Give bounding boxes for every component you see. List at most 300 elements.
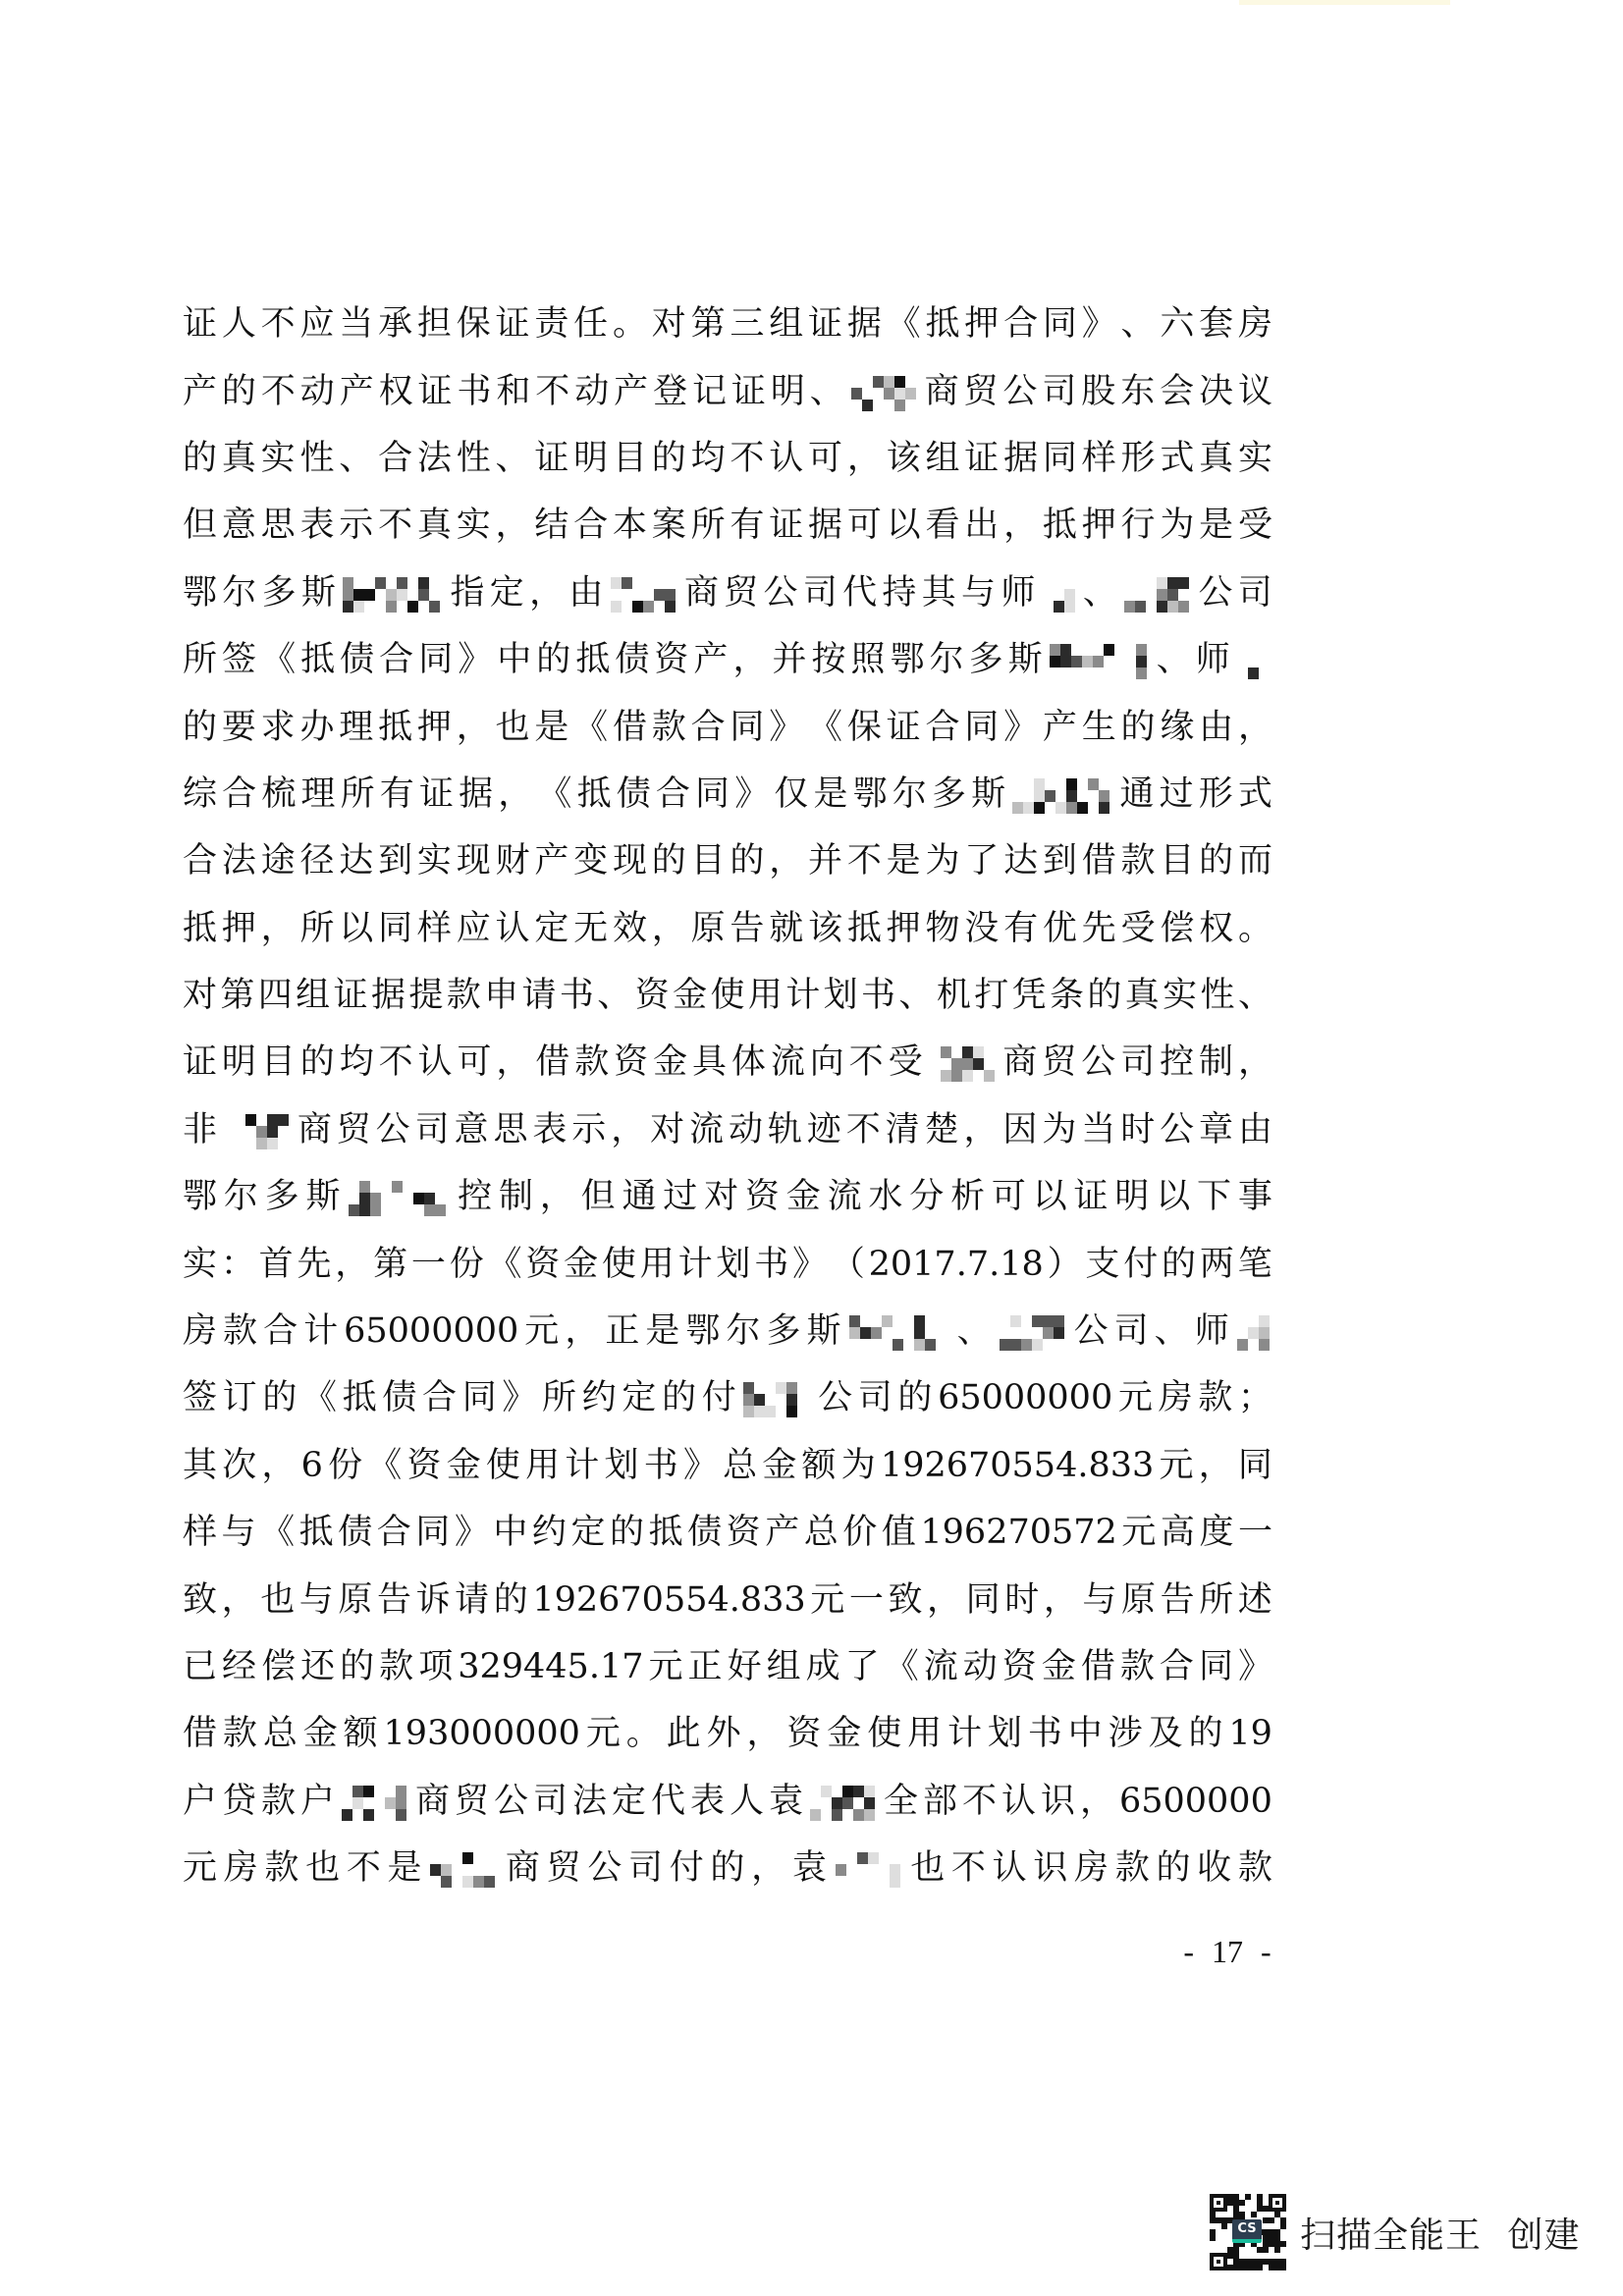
- text-glyph: 到: [378, 841, 413, 881]
- text-line: [183, 1432, 1272, 1499]
- text-glyph: 不: [260, 371, 296, 411]
- text-glyph: 商: [505, 1848, 540, 1889]
- text-glyph: 表: [299, 506, 335, 546]
- text-glyph: 为: [1160, 506, 1195, 546]
- text-glyph: ，: [1079, 1781, 1114, 1821]
- text-glyph: 物: [925, 908, 960, 948]
- text-glyph: 受: [1120, 908, 1156, 948]
- text-glyph: 证: [183, 1042, 218, 1083]
- text-glyph: ，: [651, 908, 686, 948]
- text-glyph: 由: [1199, 707, 1234, 747]
- text-glyph: 债: [615, 640, 650, 680]
- text-glyph: 定: [489, 572, 524, 613]
- text-glyph: 套: [1199, 304, 1234, 345]
- text-glyph: 过: [1159, 774, 1194, 814]
- text-glyph: 公: [1081, 1042, 1116, 1083]
- text-glyph: 变: [573, 841, 609, 881]
- text-glyph: 好: [727, 1647, 762, 1686]
- text-glyph: 款: [1198, 1378, 1233, 1418]
- text-glyph: 同: [415, 1513, 451, 1553]
- text-glyph: 证: [730, 371, 766, 411]
- text-glyph: 借: [1080, 1647, 1115, 1686]
- text-glyph: 组: [925, 438, 960, 478]
- text-glyph: 《: [261, 640, 297, 680]
- text-glyph: ，: [495, 506, 530, 546]
- text-glyph: 计: [947, 1714, 983, 1754]
- text-glyph: 认: [769, 438, 804, 478]
- text-glyph: 看: [925, 506, 960, 546]
- text-glyph: 袁: [768, 1781, 803, 1821]
- text-glyph: 资: [634, 976, 670, 1016]
- text-glyph: 约: [581, 1378, 617, 1418]
- text-glyph: 斯: [1007, 640, 1043, 680]
- text-glyph: 分: [909, 1177, 945, 1217]
- text-glyph: 》: [682, 1445, 718, 1485]
- text-glyph: 的: [610, 1513, 645, 1553]
- text-glyph: 尔: [223, 1177, 258, 1217]
- text-glyph: 》: [1003, 707, 1039, 747]
- text-glyph: 尔: [929, 640, 964, 680]
- text-glyph: 法: [221, 841, 256, 881]
- text-glyph: 、: [1156, 640, 1191, 680]
- text-glyph: 到: [1042, 841, 1077, 881]
- text-line: [183, 425, 1272, 492]
- text-glyph: 《: [487, 1244, 522, 1284]
- text-glyph: 所: [690, 506, 726, 546]
- text-glyph: 、: [1120, 304, 1156, 345]
- text-glyph: 计: [785, 976, 821, 1016]
- text-glyph: 的: [1120, 707, 1156, 747]
- text-glyph: 提: [408, 976, 444, 1016]
- text-glyph: 真: [221, 438, 256, 478]
- text-glyph: ，: [611, 1109, 646, 1149]
- text-glyph: 现: [456, 841, 491, 881]
- text-glyph: 产: [339, 371, 374, 411]
- text-glyph: ，: [769, 841, 804, 881]
- text-glyph: 《: [367, 1445, 403, 1485]
- text-glyph: 认: [495, 908, 530, 948]
- redacted-name: [430, 1848, 497, 1888]
- text-glyph: 债: [382, 1378, 417, 1418]
- text-glyph: 明: [1114, 1177, 1150, 1217]
- text-glyph: 元: [648, 1647, 683, 1686]
- redacted-name: [849, 1311, 949, 1351]
- text-glyph: 合: [1159, 1647, 1194, 1686]
- text-glyph: 司: [1042, 371, 1077, 411]
- text-glyph: 元: [183, 1848, 218, 1889]
- text-glyph: 斯: [806, 1311, 841, 1352]
- text-glyph: 司: [1120, 1042, 1156, 1083]
- text-glyph: 2017.7.18: [868, 1244, 1044, 1284]
- text-glyph: 样: [183, 1513, 218, 1553]
- text-glyph: 金: [673, 976, 708, 1016]
- text-line: [183, 1835, 1272, 1901]
- text-glyph: 明: [573, 438, 609, 478]
- text-glyph: 资: [786, 1714, 822, 1754]
- text-glyph: 抵: [183, 908, 218, 948]
- text-glyph: 债: [340, 640, 375, 680]
- text-glyph: 公: [375, 1109, 410, 1149]
- text-glyph: 人: [221, 304, 256, 345]
- text-glyph: 梳: [261, 774, 297, 814]
- text-glyph: 商: [1002, 1042, 1038, 1083]
- text-glyph: 合: [655, 774, 690, 814]
- text-glyph: 了: [844, 1647, 880, 1686]
- text-line: [183, 626, 1272, 693]
- text-glyph: 也: [495, 707, 530, 747]
- text-glyph: 《: [302, 1378, 338, 1418]
- text-glyph: 保: [846, 707, 882, 747]
- text-glyph: 会: [1160, 371, 1195, 411]
- text-line: [183, 492, 1272, 559]
- text-glyph: 效: [612, 908, 647, 948]
- text-glyph: 、: [1082, 572, 1117, 613]
- redacted-name: [1050, 640, 1150, 679]
- text-glyph: （: [830, 1244, 865, 1284]
- text-glyph: 为: [1042, 1109, 1077, 1149]
- text-glyph: 产: [693, 640, 729, 680]
- text-glyph: 认: [992, 1848, 1027, 1889]
- text-glyph: 金: [827, 1714, 862, 1754]
- text-line: [183, 1566, 1272, 1632]
- text-glyph: 金: [302, 1714, 338, 1754]
- text-glyph: 案: [651, 506, 686, 546]
- text-glyph: 但: [580, 1177, 616, 1217]
- text-glyph: 》: [502, 1378, 537, 1418]
- text-glyph: 本: [612, 506, 647, 546]
- text-glyph: 斯: [971, 774, 1006, 814]
- text-glyph: ，: [1237, 707, 1272, 747]
- text-glyph: 由: [568, 572, 604, 613]
- text-glyph: 法: [416, 438, 452, 478]
- text-glyph: 元: [1121, 1513, 1157, 1553]
- text-glyph: 196270572: [920, 1513, 1117, 1553]
- redacted-name: [851, 372, 918, 411]
- text-glyph: 《: [886, 304, 921, 345]
- text-glyph: 就: [769, 908, 804, 948]
- text-glyph: 定: [611, 1781, 646, 1821]
- text-glyph: 有: [730, 506, 765, 546]
- text-glyph: 项: [418, 1647, 454, 1686]
- text-glyph: 证: [964, 438, 1000, 478]
- qr-module: [1280, 2265, 1286, 2270]
- text-glyph: 押: [416, 707, 452, 747]
- text-glyph: ，: [1198, 1445, 1233, 1485]
- text-glyph: 划: [604, 1445, 639, 1485]
- text-glyph: 6500000: [1118, 1781, 1272, 1821]
- text-glyph: 款: [264, 1848, 299, 1889]
- text-glyph: 户: [300, 1781, 336, 1821]
- text-glyph: 以: [1156, 1177, 1191, 1217]
- text-glyph: 的: [651, 841, 686, 881]
- text-glyph: 证: [417, 371, 453, 411]
- text-line: [183, 962, 1272, 1029]
- text-glyph: 表: [532, 1109, 568, 1149]
- text-glyph: 形: [1120, 438, 1156, 478]
- text-glyph: 人: [729, 1781, 764, 1821]
- text-glyph: 合: [1003, 304, 1039, 345]
- text-glyph: 元: [1159, 1445, 1194, 1485]
- text-glyph: 组: [769, 304, 804, 345]
- text-glyph: 抵: [1042, 506, 1077, 546]
- text-glyph: 的: [1162, 1244, 1197, 1284]
- text-glyph: 受: [888, 1042, 923, 1083]
- text-glyph: 签: [183, 1378, 218, 1418]
- text-glyph: 多: [931, 774, 966, 814]
- text-glyph: 可: [846, 506, 882, 546]
- text-glyph: 收: [1197, 1848, 1232, 1889]
- text-glyph: 法: [571, 1781, 607, 1821]
- text-glyph: 申: [484, 976, 519, 1016]
- text-glyph: 合: [690, 707, 726, 747]
- scan-stain: [1239, 0, 1450, 5]
- text-glyph: 公: [1198, 572, 1233, 613]
- text-glyph: 涉: [1108, 1714, 1143, 1754]
- text-glyph: ，: [927, 1579, 962, 1620]
- text-glyph: 贸: [1042, 1042, 1077, 1083]
- text-glyph: 向: [809, 1042, 844, 1083]
- text-glyph: 计: [303, 1311, 339, 1352]
- text-glyph: 款: [379, 1647, 414, 1686]
- text-glyph: 款: [1120, 841, 1156, 881]
- text-glyph: 329445.17: [458, 1647, 644, 1686]
- text-glyph: 借: [612, 707, 647, 747]
- text-glyph: 尔: [892, 774, 927, 814]
- text-glyph: 师: [1195, 640, 1230, 680]
- text-glyph: 总: [723, 1445, 758, 1485]
- text-glyph: 中: [1067, 1714, 1103, 1754]
- text-glyph: 同: [965, 1579, 1001, 1620]
- text-glyph: 正: [605, 1311, 640, 1352]
- text-glyph: 的: [710, 1848, 745, 1889]
- text-glyph: 第: [220, 976, 255, 1016]
- text-glyph: 实: [1163, 976, 1198, 1016]
- text-glyph: 不: [346, 1848, 381, 1889]
- text-glyph: 司: [802, 572, 838, 613]
- text-glyph: 对: [183, 976, 218, 1016]
- text-glyph: 多: [968, 640, 1003, 680]
- text-glyph: 中: [493, 1513, 528, 1553]
- text-glyph: 公: [1073, 1311, 1109, 1352]
- text-line: [183, 1298, 1272, 1364]
- text-glyph: 明: [770, 371, 805, 411]
- text-glyph: 款: [574, 1042, 610, 1083]
- text-glyph: 的: [183, 707, 218, 747]
- text-glyph: 该: [886, 438, 921, 478]
- text-glyph: 动: [728, 1109, 763, 1149]
- redacted-name: [1124, 573, 1191, 613]
- text-glyph: ，: [1003, 506, 1039, 546]
- text-glyph: 款: [1119, 1647, 1155, 1686]
- text-glyph: 多: [264, 1177, 299, 1217]
- text-glyph: 同: [964, 707, 1000, 747]
- text-glyph: ，: [746, 1714, 782, 1754]
- text-glyph: 流: [770, 1042, 805, 1083]
- text-glyph: 资: [744, 1177, 780, 1217]
- text-glyph: 目: [260, 1042, 296, 1083]
- text-glyph: 偿: [261, 1647, 297, 1686]
- text-glyph: 的: [1188, 1714, 1223, 1754]
- text-glyph: 款: [261, 1781, 297, 1821]
- text-glyph: 价: [842, 1513, 878, 1553]
- text-glyph: 样: [416, 908, 452, 948]
- text-glyph: 也: [260, 1579, 296, 1620]
- text-glyph: 致: [183, 1579, 218, 1620]
- text-glyph: 证: [183, 304, 218, 345]
- text-glyph: 定: [622, 1378, 657, 1418]
- text-glyph: 责: [534, 304, 569, 345]
- text-glyph: 约: [531, 1513, 567, 1553]
- text-line: [183, 1633, 1272, 1700]
- text-glyph: ，: [221, 1579, 256, 1620]
- text-glyph: 请: [455, 1579, 490, 1620]
- redacted-name: [1012, 774, 1112, 814]
- text-glyph: 告: [1160, 1579, 1195, 1620]
- text-glyph: 述: [1237, 1579, 1272, 1620]
- text-glyph: 值: [881, 1513, 916, 1553]
- text-glyph: ，: [963, 1109, 999, 1149]
- text-glyph: 实: [416, 841, 452, 881]
- text-glyph: 不: [846, 841, 882, 881]
- text-line: [183, 1700, 1272, 1767]
- text-glyph: 持: [882, 572, 917, 613]
- text-glyph: 证: [886, 707, 921, 747]
- text-glyph: 押: [964, 304, 1000, 345]
- text-glyph: 同: [695, 774, 730, 814]
- text-glyph: 组: [766, 1647, 801, 1686]
- text-glyph: 与: [1082, 1579, 1117, 1620]
- text-glyph: 先: [297, 1244, 332, 1284]
- text-glyph: 以: [1032, 1177, 1067, 1217]
- text-glyph: 司: [857, 1378, 893, 1418]
- text-glyph: 多: [766, 1311, 801, 1352]
- text-glyph: 袁: [791, 1848, 827, 1889]
- text-glyph: 款: [222, 1714, 257, 1754]
- redacted-name: [611, 573, 677, 613]
- text-glyph: 明: [221, 1042, 256, 1083]
- text-glyph: 财: [495, 841, 530, 881]
- text-glyph: 告: [730, 908, 765, 948]
- text-glyph: 办: [299, 707, 335, 747]
- text-glyph: ；: [1237, 1378, 1272, 1418]
- text-glyph: 代: [650, 1781, 685, 1821]
- redacted-name: [836, 1848, 902, 1888]
- text-glyph: 第: [690, 304, 726, 345]
- text-glyph: 计: [565, 1445, 600, 1485]
- text-glyph: 产: [765, 1513, 800, 1553]
- text-glyph: 已: [183, 1647, 218, 1686]
- text-glyph: 性: [456, 438, 491, 478]
- text-glyph: 元: [585, 1714, 621, 1754]
- text-glyph: 与: [298, 1579, 334, 1620]
- text-glyph: 流: [689, 1109, 725, 1149]
- text-glyph: 途: [260, 841, 296, 881]
- text-glyph: 识: [1033, 1848, 1068, 1889]
- text-glyph: 书: [754, 1244, 789, 1284]
- text-glyph: 款: [223, 1311, 258, 1352]
- text-glyph: 金: [446, 1445, 481, 1485]
- text-glyph: 通: [1119, 774, 1155, 814]
- text-line: [183, 1499, 1272, 1566]
- text-glyph: 额: [801, 1445, 837, 1485]
- text-glyph: 鄂: [183, 572, 218, 613]
- text-glyph: 司: [628, 1848, 664, 1889]
- text-glyph: 鄂: [183, 1177, 218, 1217]
- text-glyph: 、: [956, 1311, 992, 1352]
- text-glyph: 是: [1199, 506, 1234, 546]
- text-glyph: 斯: [300, 572, 336, 613]
- text-glyph: 综: [183, 774, 218, 814]
- text-line: [183, 761, 1272, 828]
- text-glyph: 、: [339, 438, 374, 478]
- text-glyph: 原: [690, 908, 726, 948]
- redacted-name: [1237, 1311, 1271, 1351]
- redacted-name: [349, 1177, 449, 1216]
- text-glyph: 经: [222, 1647, 257, 1686]
- text-glyph: 出: [964, 506, 1000, 546]
- text-glyph: 不: [950, 1848, 986, 1889]
- text-glyph: 东: [1120, 371, 1156, 411]
- text-glyph: 通: [622, 1177, 657, 1217]
- text-glyph: 使: [710, 976, 745, 1016]
- text-glyph: 思: [493, 1109, 528, 1149]
- text-glyph: 的: [1199, 841, 1234, 881]
- camscanner-logo-icon: CS: [1232, 2219, 1262, 2243]
- text-glyph: 权: [1199, 908, 1234, 948]
- text-glyph: 抵: [648, 1513, 683, 1553]
- text-glyph: ，: [846, 438, 882, 478]
- text-glyph: 对: [704, 1177, 739, 1217]
- text-glyph: 计: [677, 1244, 713, 1284]
- text-glyph: 据: [370, 976, 406, 1016]
- text-glyph: 不: [961, 1781, 997, 1821]
- text-glyph: 商: [924, 371, 959, 411]
- text-glyph: ，: [565, 1311, 600, 1352]
- text-glyph: 款: [446, 976, 481, 1016]
- text-glyph: 商: [414, 1781, 450, 1821]
- text-glyph: 无: [573, 908, 609, 948]
- text-glyph: 意: [454, 1109, 489, 1149]
- text-glyph: ）: [1047, 1244, 1082, 1284]
- text-glyph: 性: [299, 438, 335, 478]
- text-glyph: 受: [1237, 506, 1272, 546]
- text-glyph: 径: [299, 841, 335, 881]
- text-glyph: 合: [573, 506, 609, 546]
- text-glyph: 有: [1003, 908, 1039, 948]
- text-glyph: 金: [564, 1244, 599, 1284]
- text-glyph: ，: [529, 572, 565, 613]
- text-glyph: 贸: [546, 1848, 581, 1889]
- qr-finder-icon: [1210, 2253, 1227, 2270]
- text-glyph: 登: [653, 371, 688, 411]
- text-glyph: 同: [1042, 304, 1077, 345]
- text-glyph: 公: [493, 1781, 528, 1821]
- text-glyph: ，: [498, 774, 533, 814]
- redacted-name: [343, 573, 443, 613]
- text-glyph: 事: [1237, 1177, 1272, 1217]
- text-glyph: ，: [260, 908, 296, 948]
- text-glyph: 公: [763, 572, 798, 613]
- text-glyph: 为: [925, 841, 960, 881]
- text-glyph: 动: [299, 371, 335, 411]
- text-line: [183, 693, 1272, 760]
- text-glyph: 书: [559, 976, 594, 1016]
- text-glyph: 也: [910, 1848, 946, 1889]
- text-glyph: 订: [222, 1378, 257, 1418]
- text-glyph: 是: [534, 707, 569, 747]
- text-glyph: 《: [884, 1647, 919, 1686]
- text-glyph: 划: [823, 976, 858, 1016]
